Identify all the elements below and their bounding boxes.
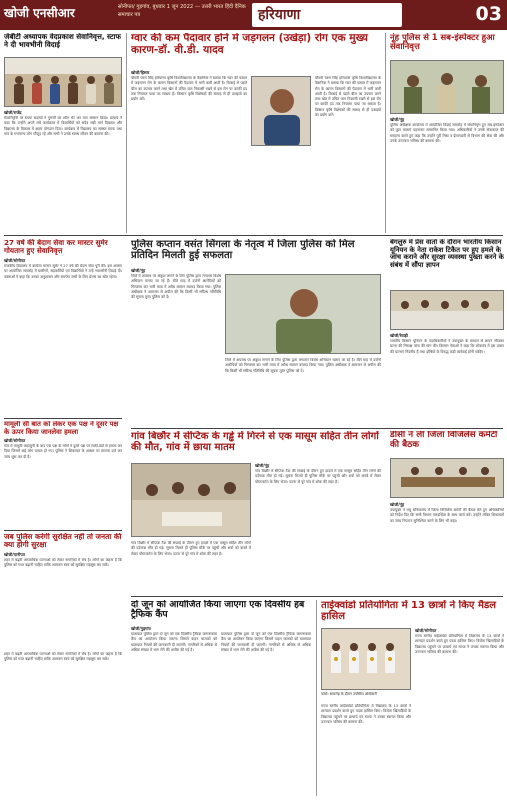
group-photo-image — [5, 58, 122, 107]
taekwondo-caption: फोटो: समारोह के दौरान उपस्थित अधिकारी — [321, 692, 377, 696]
taekwondo-dateline: खोजी/सोनीपत — [415, 628, 437, 633]
police-photo — [225, 274, 381, 354]
dc-dateline: खोजी/नूंह — [390, 502, 405, 507]
gaon-dateline: खोजी/नूंह — [255, 463, 270, 468]
police-officer-image — [226, 275, 381, 354]
jbt-photo — [4, 57, 122, 107]
newspaper-title: खोजी एनसीआर — [4, 6, 75, 20]
village-mourning-image — [132, 464, 251, 537]
column-divider — [385, 33, 386, 233]
column-divider — [126, 33, 127, 233]
nuh-headline: नूंह पुलिस से 1 सब-इंस्पेक्टर हुआ सेवानिवृत्त — [390, 33, 495, 52]
gwar-photo — [251, 76, 311, 146]
taekwondo-headline: ताईक्वांडो प्रतियोगिता में 13 छात्रों ने किए मैडल हासिल — [321, 600, 497, 623]
page-number: 03 — [475, 3, 502, 25]
section-title: हरियाणा — [252, 3, 402, 27]
gwar-body: चौधरी चरण सिंह हरियाणा कृषि विश्वविद्यालय के वैज्ञानिक ने बताया कि ग्वार की फसल में जड़गलन रोग के कारण किसानों की पैदावार में भारी कमी आती है। बिजाई से पहले बीज का उपचार करने तथा खेत में उचित जल निकासी रखने से इस रोग पर काफी हद तक नियंत्रण पाया जा सकता है। किसान कृषि विशेषज्ञों की सलाह से ही दवाइयों का प्रयोग करें। — [131, 76, 247, 102]
bengal-photo — [390, 290, 504, 330]
section-divider — [4, 418, 122, 419]
police-headline: पुलिस कप्तान वसंत सिंगला के नेतृत्व में जिला पुलिस को मिल प्रतिदिन मिलती हुई सफलता — [131, 239, 355, 262]
nuh-dateline: खोजी/नूंह — [390, 117, 405, 122]
taekwondo-body: राज्य स्तरीय ताईक्वांडो प्रतियोगिता में विद्यालय के 13 छात्रों ने शानदार प्रदर्शन करते हुए पदक हासिल किए। विजेता खिलाड़ियों के विद्यालय पहुंचने पर प्राचार्य एवं स्टाफ ने उनका स्वागत किया और उज्ज्वल भविष्य की कामना की। — [415, 634, 504, 654]
dc-headline: डीसी ने ली जिला विजिलेंस कमेटी की बैठक — [390, 431, 498, 450]
jbt-dateline: खोजी/राजेंद्र — [4, 110, 22, 115]
senior-headline: मामूली सी बात को लेकर एक पक्ष ने दूसरे पक्ष के ऊपर किया जानलेवा हमला — [4, 421, 119, 436]
section-divider — [4, 530, 122, 531]
bengal-body: भारतीय किसान यूनियन के पदाधिकारियों ने उपायुक्त के माध्यम से ज्ञापन सौंपकर घटना की निष्पक्ष जांच की मांग की। किसान नेताओं ने कहा कि लोकतंत्र में इस प्रकार की घटनाएं निंदनीय हैं तथा दोषियों के विरुद्ध कड़ी कार्रवाई होनी चाहिए। — [390, 339, 504, 354]
taekwondo-photo — [321, 628, 411, 690]
dc-photo — [390, 458, 504, 498]
gaon-headline: गांव बिछौर में सेप्टिक के गड्ढे में गिरने से एक मासूम सहित तीन लोगों की मौत, गांव में छाया मातम — [131, 431, 379, 454]
section-divider — [131, 428, 503, 429]
teacher-body: राजकीय विद्यालय में कार्यरत मास्टर सुमेर ने 27 वर्ष की बेदाग सेवा पूरी की। इस अवसर पर आयोजित समारोह में ग्रामीणों, सहकर्मियों एवं विद्यार्थियों ने उन्हें भावभीनी विदाई दी। वक्ताओं ने कहा कि उनका अनुशासन और समर्पण सभी के लिए प्रेरणा का स्रोत रहेगा। — [4, 264, 122, 279]
gaon-body-2: गांव बिछौर में सेप्टिक टैंक की सफाई के दौरान हुए हादसे में एक मासूम सहित तीन लोगों की दर्दनाक मौत हो गई। सूचना मिलते ही पुलिस मौके पर पहुंची और शवों को कब्जे में लेकर पोस्टमार्टम के लिए भेजा। घटना से पूरे गांव में शोक की लहर है। — [131, 541, 251, 556]
police-farewell-image — [391, 61, 504, 114]
senior-dateline: खोजी/सोनीपत — [4, 438, 26, 443]
gaon-body: गांव बिछौर में सेप्टिक टैंक की सफाई के दौरान हुए हादसे में एक मासूम सहित तीन लोगों की दर्दनाक मौत हो गई। सूचना मिलते ही पुलिस मौके पर पहुंची और शवों को कब्जे में लेकर पोस्टमार्टम के लिए भेजा। घटना से पूरे गांव में शोक की लहर है। — [255, 469, 381, 484]
scientist-portrait-image — [252, 77, 311, 146]
dc-body: उपायुक्त ने लघु सचिवालय में जिला विजिलेंस कमेटी की बैठक लेते हुए अधिकारियों को निर्देश दिए कि सभी विभाग पारदर्शिता के साथ कार्य करें। उन्होंने लंबित शिकायतों का जल्द निपटान सुनिश्चित करने के लिए भी कहा। — [390, 508, 504, 523]
jbt-headline: जेबीटी अध्यापक वेदप्रकाश सेवानिवृत्त, स्टाफ ने दी भावभीनी विदाई — [4, 33, 121, 50]
teacher-headline: 27 वर्ष की बेदाग सेवा कर मास्टर सुमेर गोयतान हुए सेवानिवृत्त — [4, 239, 108, 256]
police-dateline: खोजी/नूंह — [131, 268, 146, 273]
masthead-meta: सोनीपत/ गुड़गांव, बुधवार 1 जून 2022 — उत्तरी भारत हिंदी दैनिक समाचार पत्र — [118, 4, 246, 18]
gwar-dateline: खोजी/हिसार — [131, 70, 150, 75]
masthead — [0, 0, 507, 30]
traffic-body-2: यातायात पुलिस द्वारा दो जून को एक दिवसीय ट्रैफिक जागरूकता कैंप का आयोजन किया जाएगा जिसमें वाहन चालकों को यातायात नियमों की जानकारी दी जाएगी। नागरिकों से अधिक से अधिक संख्या में भाग लेने की अपील की गई है। — [221, 632, 311, 652]
security-body: शहर में बढ़ती आपराधिक घटनाओं को लेकर नागरिकों में रोष है। लोगों का कहना है कि पुलिस को गश्त बढ़ानी चाहिए ताकि आमजन स्वयं को सुरक्षित महसूस कर सकें। — [4, 558, 122, 568]
students-medals-image — [322, 629, 411, 690]
police-body-2: जिले में अपराध पर अंकुश लगाने के लिए पुलिस द्वारा लगातार विशेष अभियान चलाए जा रहे हैं। बीते माह में दर्जनों आरोपियों को गिरफ्तार कर भारी मात्रा में अवैध सामान बरामद किया गया। पुलिस अधीक्षक ने आमजन से अपील की कि किसी भी संदिग्ध गतिविधि की सूचना तुरंत पुलिस को दें। — [225, 358, 381, 373]
bengal-headline: बेंगलुरु में प्रेस वार्ता के दौरान भारतीय किसान यूनियन के नेता राकेश टिकैत पर हुए हमले के जांच कराने और सुरक्षा व्यवस्था पुख्ता करने के संबंध में सौंपा ज्ञापन — [390, 239, 504, 269]
traffic-headline: दो जून को आयोजित किया जाएगा एक दिवसीय हब ट्रैफिक कैंप — [131, 600, 305, 621]
security-body-2: शहर में बढ़ती आपराधिक घटनाओं को लेकर नागरिकों में रोष है। लोगों का कहना है कि पुलिस को गश्त बढ़ानी चाहिए ताकि आमजन स्वयं को सुरक्षित महसूस कर सकें। — [4, 652, 122, 662]
gwar-headline: ग्वार की कम पैदावार होने में जड़गलन (उखेड़ा) रोग एक मुख्य कारण-डॉ. वी.डी. यादव — [131, 33, 368, 56]
gwar-body-2: चौधरी चरण सिंह हरियाणा कृषि विश्वविद्यालय के वैज्ञानिक ने बताया कि ग्वार की फसल में जड़गलन रोग के कारण किसानों की पैदावार में भारी कमी आती है। बिजाई से पहले बीज का उपचार करने तथा खेत में उचित जल निकासी रखने से इस रोग पर काफी हद तक नियंत्रण पाया जा सकता है। किसान कृषि विशेषज्ञों की सलाह से ही दवाइयों का प्रयोग करें। — [315, 76, 381, 118]
taekwondo-body-2: राज्य स्तरीय ताईक्वांडो प्रतियोगिता में विद्यालय के 13 छात्रों ने शानदार प्रदर्शन करते हुए पदक हासिल किए। विजेता खिलाड़ियों के विद्यालय पहुंचने पर प्राचार्य एवं स्टाफ ने उनका स्वागत किया और उज्ज्वल भविष्य की कामना की। — [321, 704, 411, 724]
column-divider — [316, 600, 317, 796]
teacher-dateline: खोजी/सोनीपत — [4, 258, 26, 263]
gaon-photo — [131, 463, 251, 537]
security-dateline: खोजी/पानीपत — [4, 552, 25, 557]
section-divider — [131, 596, 503, 597]
jbt-body: सेवानिवृत्ति पर स्टाफ सदस्यों ने गुरुजी का शॉल भेंट कर मान सम्मान किया। प्राचार्य ने कहा कि उन्होंने अपने लंबे कार्यकाल में विद्यार्थियों को सदैव सही मार्ग दिखाया और विद्यालय के विकास में अहम योगदान दिया। कार्यक्रम में विद्यालय का समस्त स्टाफ तथा गांव के गणमान्य लोग मौजूद रहे और सभी ने उनके स्वस्थ जीवन की कामना की। — [4, 116, 122, 136]
memorandum-group-image — [391, 291, 504, 330]
police-body: जिले में अपराध पर अंकुश लगाने के लिए पुलिस द्वारा लगातार विशेष अभियान चलाए जा रहे हैं। बीते माह में दर्जनों आरोपियों को गिरफ्तार कर भारी मात्रा में अवैध सामान बरामद किया गया। पुलिस अधीक्षक ने आमजन से अपील की कि किसी भी संदिग्ध गतिविधि की सूचना तुरंत पुलिस को दें। — [131, 274, 221, 300]
traffic-body: यातायात पुलिस द्वारा दो जून को एक दिवसीय ट्रैफिक जागरूकता कैंप का आयोजन किया जाएगा जिसमें वाहन चालकों को यातायात नियमों की जानकारी दी जाएगी। नागरिकों से अधिक से अधिक संख्या में भाग लेने की अपील की गई है। — [131, 632, 217, 652]
senior-body: गांव में मामूली कहासुनी के बाद एक पक्ष के लोगों ने दूसरे पक्ष पर लाठी-डंडों से हमला कर दिया जिसमें कई लोग घायल हो गए। पुलिस ने शिकायत के आधार पर मामला दर्ज कर जांच शुरू कर दी है। — [4, 444, 122, 459]
nuh-body: पुलिस अधीक्षक कार्यालय में आयोजित विदाई समारोह में सेवानिवृत्त हुए सब-इंस्पेक्टर को फूल मालाएं पहनाकर सम्मानित किया गया। अधिकारियों ने उनके सेवाकाल की सराहना करते हुए कहा कि उन्होंने पूरी निष्ठा व ईमानदारी से विभाग की सेवा की और उनके उज्ज्वल भविष्य की कामना की। — [390, 123, 504, 143]
section-divider — [4, 235, 503, 236]
meeting-room-image — [391, 459, 504, 498]
bengal-dateline: खोजी/रेवाड़ी — [390, 333, 408, 338]
nuh-photo — [390, 60, 504, 114]
traffic-dateline: खोजी/गुड़गांव — [131, 626, 151, 631]
security-headline: जब पुलिस करेगी सुरक्षित नहीं तो जनता की क्या होगी सुरक्षा — [4, 533, 122, 550]
